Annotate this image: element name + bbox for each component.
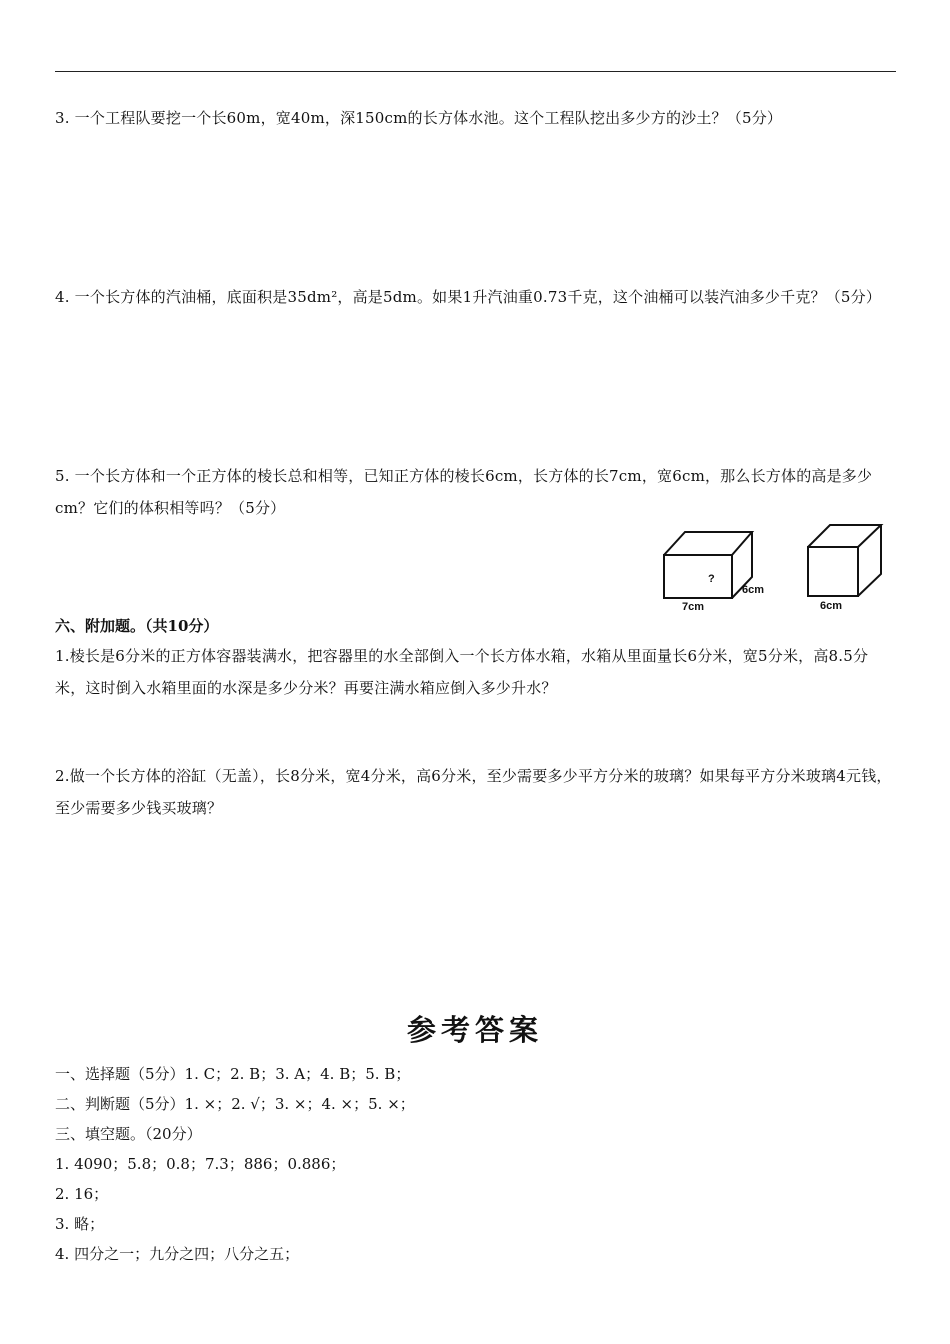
cube-figure xyxy=(798,520,893,616)
answer-line-fill-4: 4. 四分之一；九分之四；八分之五； xyxy=(55,1245,300,1263)
answer-key-title: 参考答案 xyxy=(406,1013,543,1047)
bonus-question-2: 2.做一个长方体的浴缸（无盖），长8分米，宽4分米，高6分米，至少需要多少平方分米的玻璃？如果每平方分米玻璃4元钱，至少需要多少钱买玻璃？ xyxy=(55,767,892,817)
cuboid-figure xyxy=(655,520,775,616)
top-divider-line xyxy=(55,71,896,72)
cuboid-height-question-mark: ? xyxy=(708,573,715,585)
question-4: 4. 一个长方体的汽油桶，底面积是35dm²，高是5dm。如果1升汽油重0.73千克，这个油桶可以装汽油多少千克？（5分） xyxy=(55,288,882,306)
answer-line-fill-2: 2. 16； xyxy=(55,1185,109,1203)
answer-line-fill-blank-heading: 三、填空题。（20分） xyxy=(55,1125,202,1143)
question-3: 3. 一个工程队要挖一个长60m，宽40m，深150cm的长方体水池。这个工程队挖出多少方的沙土？（5分） xyxy=(55,109,783,127)
answer-line-fill-1: 1. 4090；5.8；0.8；7.3；886；0.886； xyxy=(55,1155,346,1173)
cuboid-width-label: 6cm xyxy=(742,584,765,596)
answer-line-fill-3: 3. 略； xyxy=(55,1215,105,1233)
answer-line-multiple-choice: 一、选择题（5分）1. C；2. B；3. A；4. B；5. B； xyxy=(55,1065,411,1083)
cuboid-length-label: 7cm xyxy=(682,601,705,613)
bonus-question-1: 1.棱长是6分米的正方体容器装满水，把容器里的水全部倒入一个长方体水箱，水箱从里面量长6分米，宽5分米，高8.5分米，这时倒入水箱里面的水深是多少分米？再要注满水箱应倒入多少升水？ xyxy=(55,647,869,697)
answer-line-true-false: 二、判断题（5分）1. ×；2. √；3. ×；4. ×；5. ×； xyxy=(55,1095,415,1113)
section-6-heading: 六、附加题。（共10分） xyxy=(55,617,219,635)
question-5: 5. 一个长方体和一个正方体的棱长总和相等，已知正方体的棱长6cm，长方体的长7cm，宽6cm，那么长方体的高是多少cm？它们的体积相等吗？（5分） xyxy=(55,467,873,517)
cube-edge-label: 6cm xyxy=(820,600,843,612)
